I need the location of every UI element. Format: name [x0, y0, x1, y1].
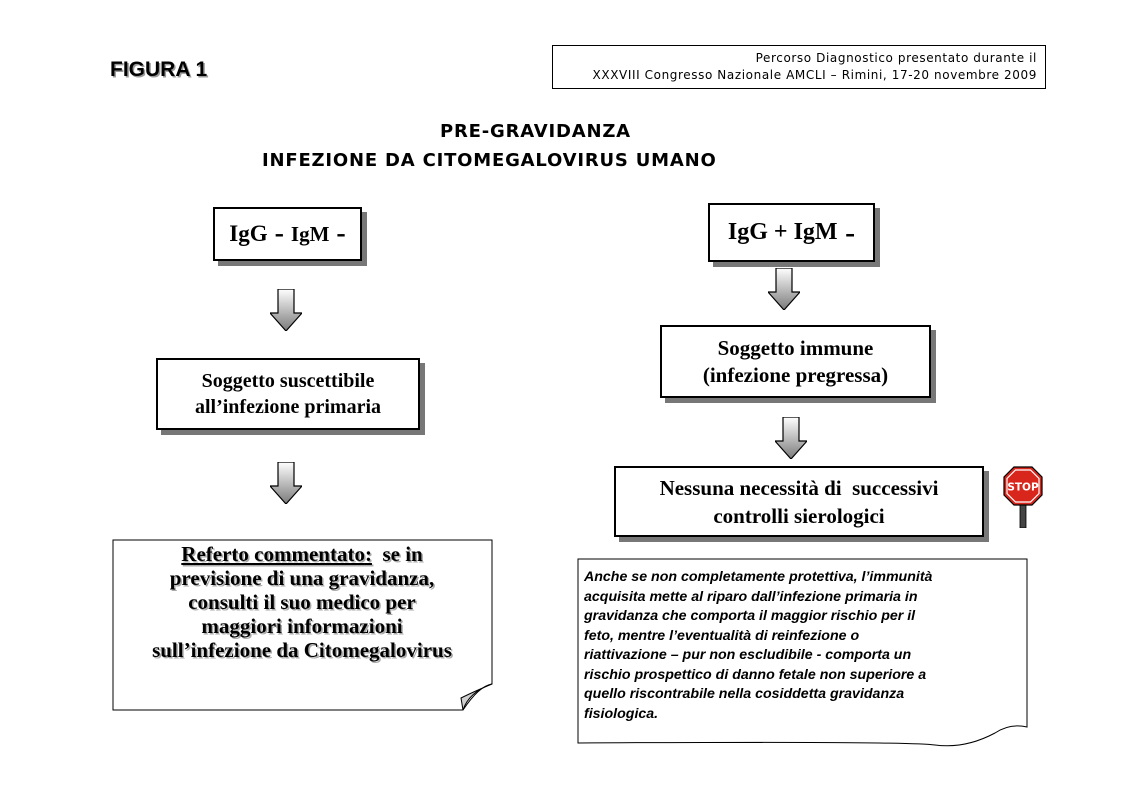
title-line-2: INFEZIONE DA CITOMEGALOVIRUS UMANO [262, 150, 717, 171]
down-arrow-icon [775, 417, 807, 459]
title-line-1: PRE-GRAVIDANZA [440, 121, 631, 142]
left-result-line-2: all’infezione primaria [194, 396, 382, 418]
right-test-label: IgG + IgM [727, 219, 838, 245]
explanation-line-1: Anche se non completamente protettiva, l’immunità [584, 569, 933, 585]
report-line-3: consulti il suo medico per [188, 590, 416, 614]
stop-sign-text: STOP [1007, 481, 1039, 494]
explanation-line-7: quello riscontrabile nella cosiddetta gravidanza [584, 686, 905, 702]
explanation-line-4: feto, mentre l’eventualità di reinfezione o [584, 627, 860, 644]
left-sep-1: - [267, 218, 291, 249]
report-colon: : [364, 542, 372, 566]
right-result-line-2: (infezione pregressa) [702, 362, 889, 387]
explanation-line-5: riattivazione – pur non escludibile - comporta un [584, 647, 912, 663]
report-note-text [113, 542, 491, 662]
right-result-line-1: Soggetto immune [717, 335, 874, 360]
down-arrow-icon [768, 268, 800, 310]
stop-sign-icon [1003, 466, 1043, 528]
source-line-1: Percorso Diagnostico presentato durante il [755, 51, 1037, 65]
report-line-1-rest: se in [371, 542, 423, 566]
left-result-line-1: Soggetto suscettibile [201, 370, 375, 392]
down-arrow-icon [270, 289, 302, 331]
report-line-1 [113, 542, 491, 566]
explanation-line-8: fisiologica. [584, 705, 659, 722]
left-result-box [156, 358, 420, 430]
right-conclusion-box [614, 466, 984, 537]
right-test-box [708, 203, 875, 262]
figure-label: FIGURA 1 [110, 58, 208, 81]
explanation-note-text [584, 568, 1024, 724]
report-line-4: maggiori informazioni [201, 614, 403, 638]
left-sep-2: - [329, 218, 346, 249]
source-line-2: XXXVIII Congresso Nazionale AMCLI – Rimini, 17-20 novembre 2009 [592, 68, 1037, 82]
conclusion-line-1: Nessuna necessità di successivi [659, 475, 939, 500]
right-sep: - [837, 215, 856, 249]
report-label: Referto commentato [181, 542, 365, 566]
left-test-box [213, 207, 362, 261]
source-citation-box [552, 45, 1046, 89]
right-result-box [660, 325, 931, 398]
igg-label: IgG [229, 221, 268, 246]
explanation-line-2: acquisita mette al riparo dall’infezione primaria in [584, 588, 918, 605]
down-arrow-icon [270, 462, 302, 504]
explanation-line-6: rischio prospettico di danno fetale non superiore a [584, 666, 927, 683]
report-line-5: sull’infezione da Citomegalovirus [152, 638, 452, 662]
conclusion-line-2: controlli sierologici [713, 503, 885, 528]
explanation-line-3: gravidanza che comporta il maggior rischio per il [584, 608, 916, 624]
report-line-2: previsione di una gravidanza, [169, 566, 435, 590]
igm-label: IgM [290, 221, 330, 246]
